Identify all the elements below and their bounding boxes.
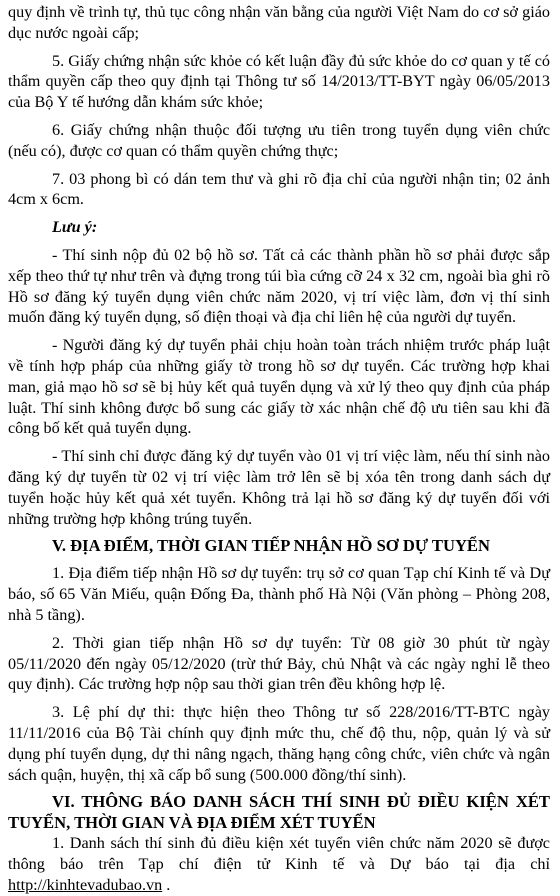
section-v-paragraph-2: 2. Thời gian tiếp nhận Hồ sơ dự tuyển: Từ 08 giờ 30 phút từ ngày 05/11/2020 đến ngày 05/12/2020 (trừ thứ Bảy, chủ Nhật và các ngày nghỉ lễ theo quy định). Các trường hợp nộp sau thời gian trên đều không hợp lệ. [8, 633, 550, 694]
section-heading-vi: VI. THÔNG BÁO DANH SÁCH THÍ SINH ĐỦ ĐIỀU KIỆN XÉT TUYỂN, THỜI GIAN VÀ ĐỊA ĐIỂM XÉT TUYỂN [8, 792, 550, 833]
website-link[interactable]: http://kinhtevadubao.vn [8, 875, 163, 894]
section-vi-paragraph-1 [8, 833, 550, 895]
paragraph-item-7: 7. 03 phong bì có dán tem thư và ghi rõ địa chỉ của người nhận tin; 02 ảnh 4cm x 6cm. [8, 169, 550, 209]
paragraph-item-6: 6. Giấy chứng nhận thuộc đối tượng ưu tiên trong tuyển dụng viên chức (nếu có), được cơ quan có thẩm quyền chứng thực; [8, 120, 550, 160]
section-vi-paragraph-1-tail: . [162, 875, 171, 894]
note-paragraph-3: - Thí sinh chỉ được đăng ký dự tuyển vào 01 vị trí việc làm, nếu thí sinh nào đăng ký dự tuyển từ 02 vị trí việc làm trở lên sẽ bị xóa tên trong danh sách dự tuyển hoặc hủy kết quả xét tuyển. Không trả lại hồ sơ đăng ký dự tuyển đối với những trường hợp không trúng tuyển. [8, 447, 550, 528]
note-paragraph-1: - Thí sinh nộp đủ 02 bộ hồ sơ. Tất cả các thành phần hồ sơ phải được sắp xếp theo thứ tự như trên và đựng trong túi bìa cứng cỡ 24 x 32 cm, ngoài bìa ghi rõ Hồ sơ đăng ký tuyển dụng viên chức năm 2020, vị trí việc làm, đơn vị thí sinh muốn đăng ký tuyển dụng, số điện thoại và địa chỉ liên hệ của người dự tuyển. [8, 245, 550, 327]
section-vi-paragraph-1-text: 1. Danh sách thí sinh đủ điều kiện xét tuyển viên chức năm 2020 sẽ được thông báo trên Tạp chí điện tử Kinh tế và Dự báo tại địa chỉ [8, 834, 550, 874]
note-heading: Lưu ý: [52, 218, 98, 237]
paragraph-item-5: 5. Giấy chứng nhận sức khỏe có kết luận đầy đủ sức khỏe do cơ quan y tế có thẩm quyền cấp theo quy định tại Thông tư số 14/2013/TT-BYT ngày 06/05/2013 của Bộ Y tế hướng dẫn khám sức khỏe; [8, 51, 550, 112]
section-v-paragraph-1: 1. Địa điểm tiếp nhận Hồ sơ dự tuyển: trụ sở cơ quan Tạp chí Kinh tế và Dự báo, số 65 Văn Miếu, quận Đống Đa, thành phố Hà Nội (Văn phòng – Phòng 208, nhà 5 tầng). [8, 564, 550, 624]
paragraph-intro-tail: quy định về trình tự, thủ tục công nhận văn bằng của người Việt Nam do cơ sở giáo dục nước ngoài cấp; [8, 3, 550, 42]
section-heading-v: V. ĐỊA ĐIỂM, THỜI GIAN TIẾP NHẬN HỒ SƠ DỰ TUYỂN [52, 536, 490, 556]
section-v-paragraph-3: 3. Lệ phí dự thi: thực hiện theo Thông tư số 228/2016/TT-BTC ngày 11/11/2016 của Bộ Tài chính quy định mức thu, chế độ thu, nộp, quản lý và sử dụng phí tuyển dụng, dự thi nâng ngạch, thăng hạng công chức, viên chức và ngân sách quận, huyện, thị xã cấp bổ sung (500.000 đồng/thí sinh). [8, 703, 550, 784]
note-paragraph-2: - Người đăng ký dự tuyển phải chịu hoàn toàn trách nhiệm trước pháp luật về tính hợp pháp của những giấy tờ trong hồ sơ dự tuyển. Các trường hợp khai man, giả mạo hồ sơ sẽ bị hủy kết quả tuyển dụng và xử lý theo quy định của pháp luật. Thí sinh không được bổ sung các giấy tờ xác nhận chế độ ưu tiên sau khi đã công bố kết quả tuyển dụng. [8, 336, 550, 438]
